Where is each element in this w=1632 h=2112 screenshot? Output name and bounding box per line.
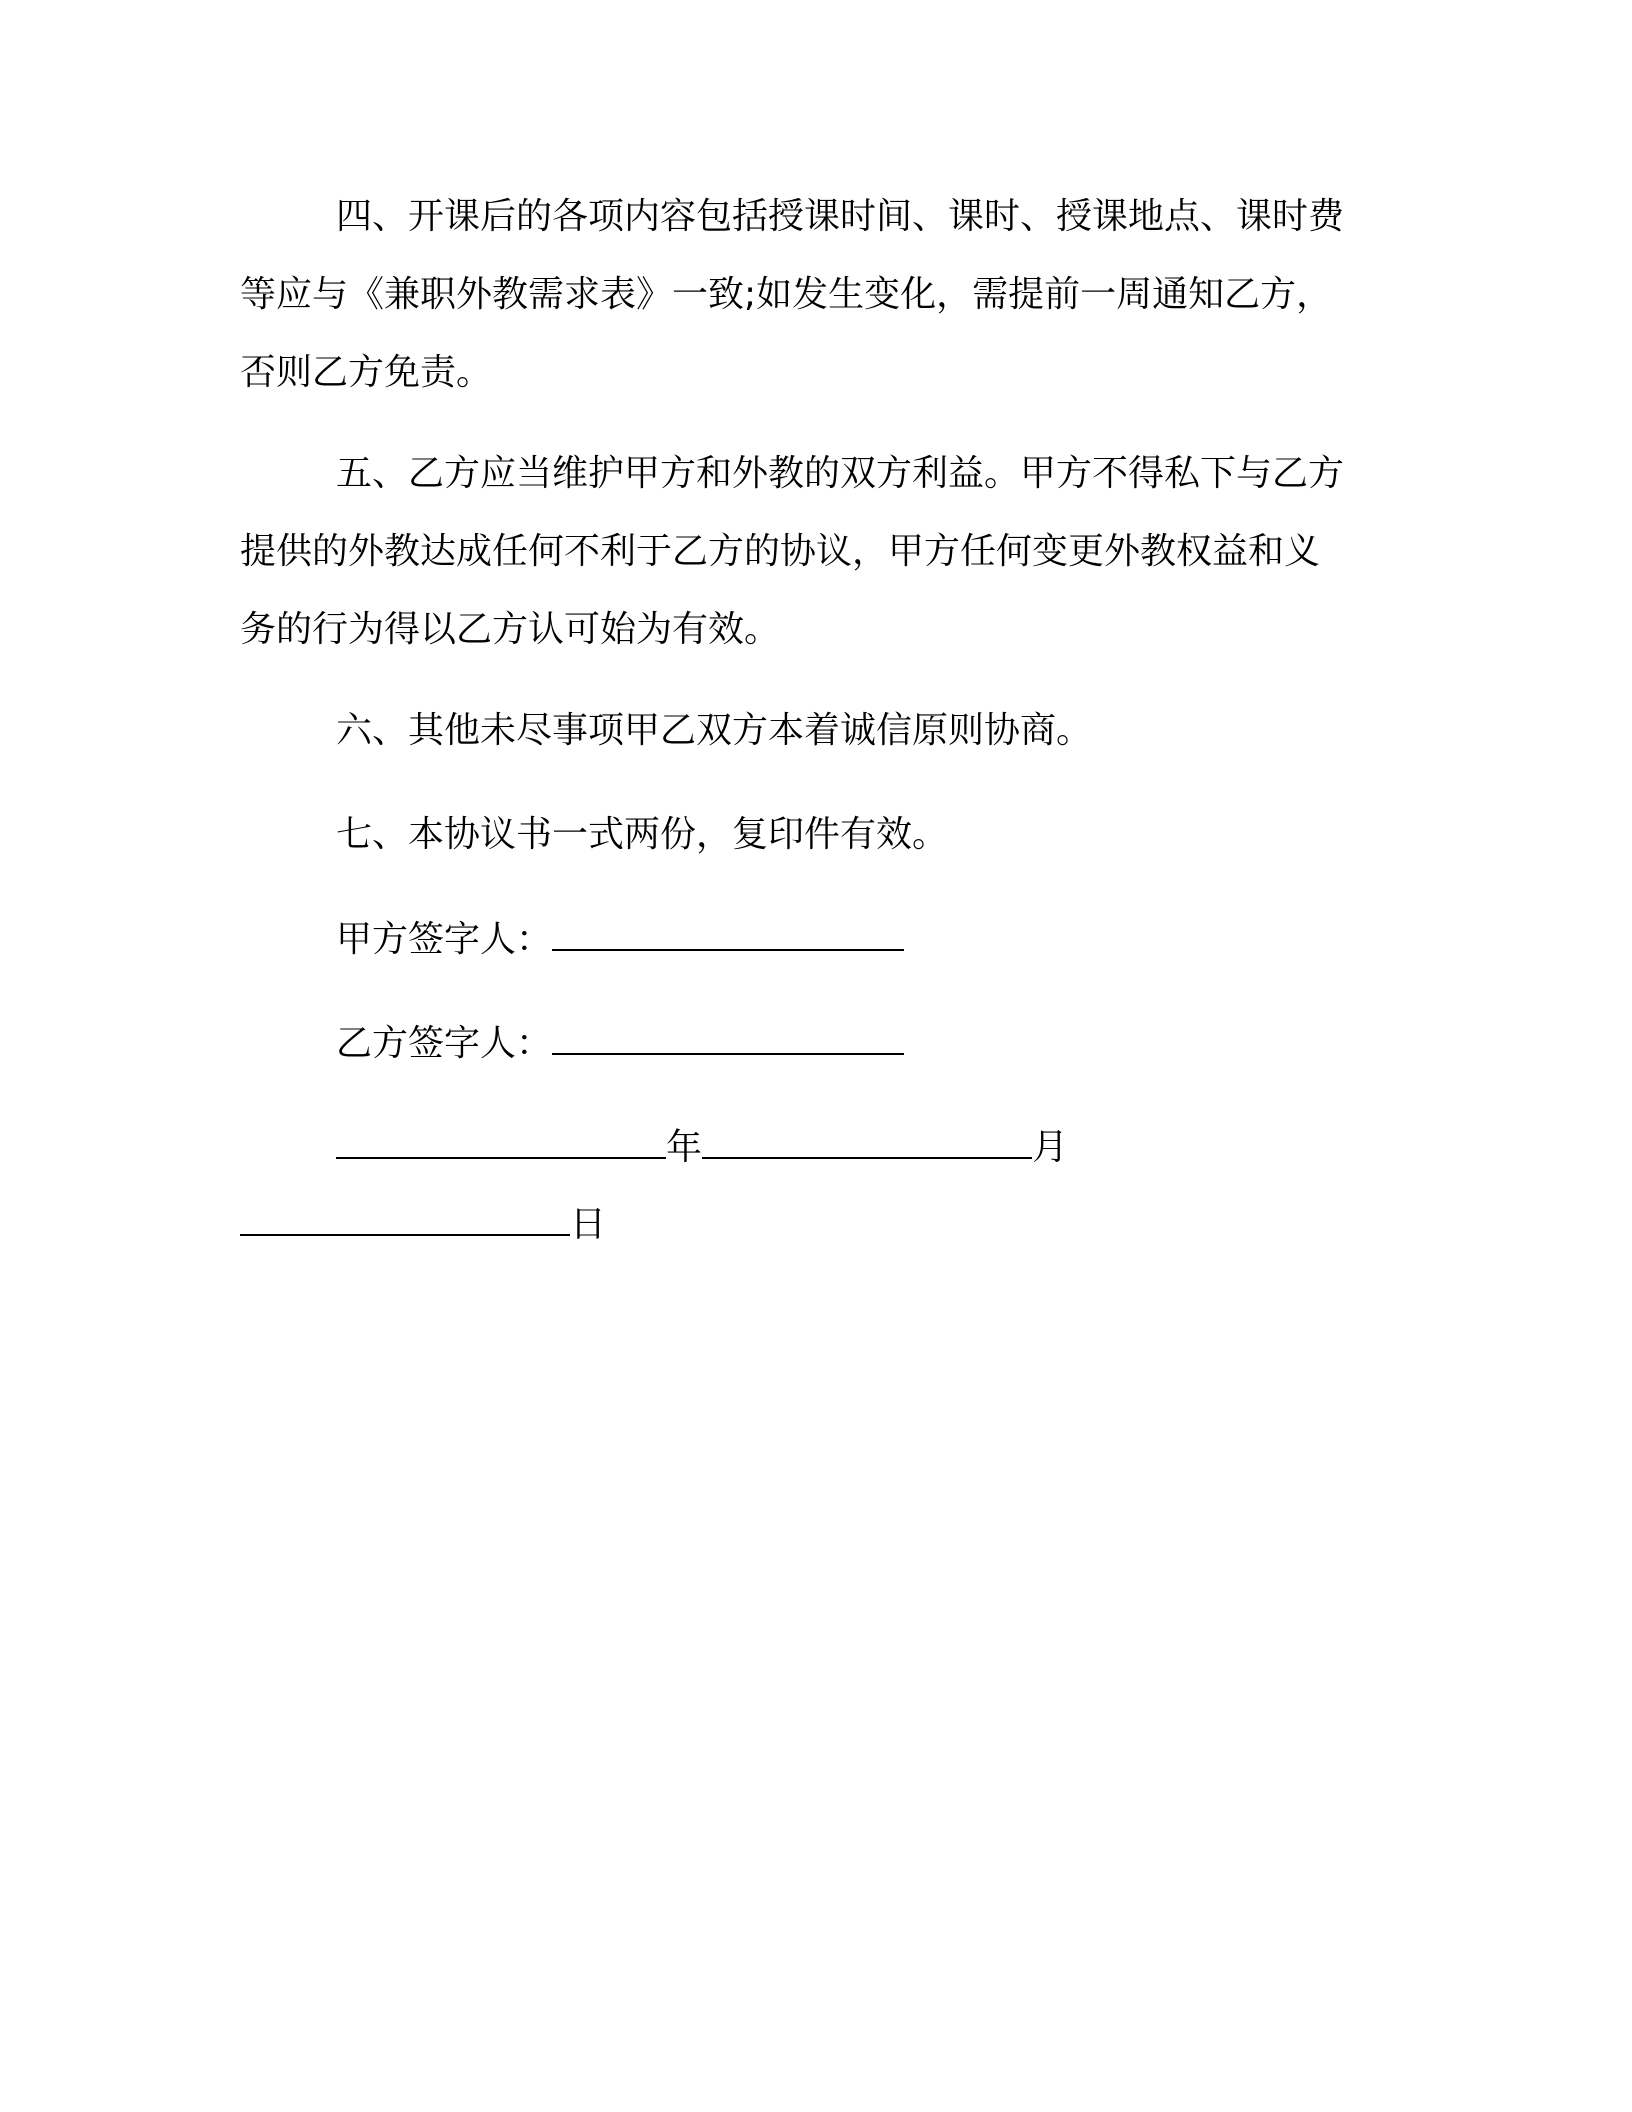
clause-seven (240, 796, 1370, 874)
clause-five-line-3: 务的行为得以乙方认可始为有效。 (240, 609, 781, 650)
clause-five-line-2: 提供的外教达成任何不利于乙方的协议，甲方任何变更外教权益和义 (240, 531, 1321, 572)
clause-five (240, 435, 1370, 669)
clause-four-line-2: 等应与《兼职外教需求表》一致;如发生变化，需提前一周通知乙方， (240, 274, 1333, 315)
clause-four-line-3: 否则乙方免责。 (240, 352, 493, 393)
clause-six-text: 六、其他未尽事项甲乙双方本着诚信原则协商。 (336, 710, 1093, 751)
party-a-signature-label: 甲方签字人： (336, 919, 553, 960)
year-label: 年 (666, 1127, 703, 1168)
clause-four (240, 178, 1370, 412)
clause-four-line-1: 四、开课后的各项内容包括授课时间、课时、授课地点、课时费 (336, 196, 1345, 237)
party-b-signature-row (336, 1019, 904, 1069)
month-label: 月 (1032, 1127, 1069, 1168)
clause-six (240, 692, 1370, 770)
party-a-signature-blank[interactable] (552, 915, 904, 951)
clause-seven-text: 七、本协议书一式两份，复印件有效。 (336, 814, 949, 855)
year-blank[interactable] (336, 1123, 666, 1159)
clause-five-line-1: 五、乙方应当维护甲方和外教的双方利益。甲方不得私下与乙方 (336, 453, 1345, 494)
date-row-day (240, 1200, 606, 1250)
day-label: 日 (570, 1204, 607, 1245)
month-blank[interactable] (702, 1123, 1032, 1159)
party-a-signature-row (336, 915, 904, 965)
date-row-year-month (336, 1123, 1068, 1173)
day-blank[interactable] (240, 1200, 570, 1236)
party-b-signature-blank[interactable] (552, 1019, 904, 1055)
party-b-signature-label: 乙方签字人： (336, 1023, 553, 1064)
